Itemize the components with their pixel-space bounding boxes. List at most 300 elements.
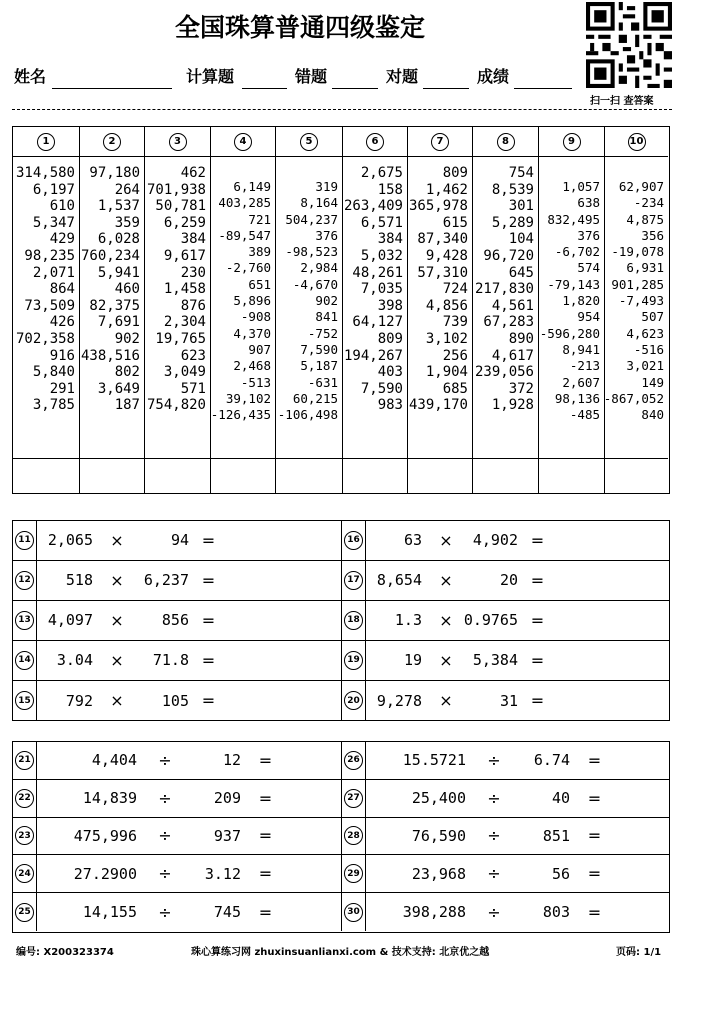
equals-sign: =	[201, 691, 216, 711]
addend-value: 98,136	[554, 390, 600, 406]
addend-value: 62,907	[618, 179, 664, 194]
operand-a: 14,839	[82, 789, 137, 808]
operand-b: 856	[161, 611, 189, 630]
operand-b: 40	[551, 789, 570, 808]
multiplication-row	[13, 561, 669, 601]
equals-sign: =	[201, 570, 216, 590]
operator: ÷	[487, 788, 501, 808]
addend-value: 376	[577, 227, 600, 243]
addend-value: 264	[114, 181, 140, 198]
addend-value: 319	[315, 179, 338, 194]
operand-a: 63	[403, 531, 422, 550]
addend-list	[475, 165, 534, 414]
addend-value: 901,285	[611, 276, 664, 292]
addend-value: 6,931	[626, 260, 664, 276]
addend-value: 291	[49, 380, 75, 397]
addend-value: 3,785	[32, 397, 75, 414]
problem-cell[interactable]	[341, 855, 669, 892]
problem-cell[interactable]	[341, 601, 669, 640]
column-header	[605, 127, 668, 157]
footer-code: 编号: X200323374	[16, 947, 114, 958]
addend-value: 5,032	[360, 247, 403, 264]
addend-list	[344, 165, 403, 414]
equals-sign: =	[530, 610, 545, 630]
info-row	[14, 64, 584, 94]
addend-value: -485	[569, 407, 600, 423]
addend-value: 301	[508, 198, 534, 215]
addend-value: 3,649	[97, 380, 140, 397]
addend-value: 7,691	[97, 314, 140, 331]
addition-column-5	[276, 127, 343, 493]
operand-b: 94	[170, 531, 189, 550]
operand-b: 3.12	[204, 864, 241, 883]
addend-value: -752	[307, 325, 338, 341]
addend-value: 754,820	[146, 397, 206, 414]
multiplication-table	[12, 520, 670, 721]
question-number-badge: 17	[344, 571, 363, 590]
answer-cell[interactable]	[276, 458, 342, 494]
question-number-cell	[13, 893, 37, 931]
addend-value: 384	[180, 231, 206, 248]
answer-cell[interactable]	[145, 458, 210, 494]
name-field[interactable]	[52, 88, 172, 89]
operand-a: 4,097	[47, 611, 93, 630]
addend-value: 2,675	[360, 165, 403, 181]
page-title: 全国珠算普通四级鉴定	[174, 13, 425, 42]
addend-value: 954	[577, 309, 600, 325]
addend-value: 4,370	[233, 325, 271, 341]
operator: ÷	[487, 864, 501, 884]
addend-value: 97,180	[89, 165, 140, 181]
question-number-cell	[13, 601, 37, 640]
calc-label: 计算题	[186, 67, 235, 86]
addend-list	[604, 179, 664, 423]
addend-value: 9,428	[425, 247, 468, 264]
addend-value: 149	[641, 374, 664, 390]
addend-value: 19,765	[155, 330, 206, 347]
operator: ÷	[487, 826, 501, 846]
operand-a: 3.04	[56, 651, 93, 670]
addend-value: 507	[641, 309, 664, 325]
qr-code-icon[interactable]	[586, 2, 672, 88]
problem-cell[interactable]	[13, 681, 341, 721]
addend-value: 724	[442, 281, 468, 298]
addend-value: 645	[508, 264, 534, 281]
problem-cell[interactable]	[341, 780, 669, 817]
answer-cell[interactable]	[343, 458, 407, 494]
operand-b: 745	[213, 903, 241, 922]
question-number-badge: 16	[344, 531, 363, 550]
equals-sign: =	[258, 902, 273, 922]
column-header	[13, 127, 79, 157]
addend-value: 610	[49, 198, 75, 215]
question-number-cell	[342, 818, 366, 855]
addend-value: 2,607	[562, 374, 600, 390]
addend-value: 7,590	[360, 380, 403, 397]
question-number-badge: 7	[431, 133, 449, 151]
question-number-badge: 28	[344, 826, 363, 845]
addend-value: 376	[315, 227, 338, 243]
operator: ÷	[158, 902, 172, 922]
operator: ÷	[158, 826, 172, 846]
addend-value: 907	[248, 341, 271, 357]
right-field[interactable]	[423, 88, 469, 89]
question-number-badge: 15	[15, 691, 34, 710]
addend-value: 4,875	[626, 211, 664, 227]
answer-cell[interactable]	[539, 458, 604, 494]
addend-value: 5,289	[491, 214, 534, 231]
column-header	[80, 127, 144, 157]
addend-value: -106,498	[277, 407, 338, 423]
division-row	[13, 818, 669, 856]
addend-value: 429	[49, 231, 75, 248]
question-number-badge: 6	[366, 133, 384, 151]
question-number-cell	[342, 641, 366, 680]
addend-value: 809	[442, 165, 468, 181]
addition-column-7	[408, 127, 473, 493]
addend-value: -98,523	[285, 244, 338, 260]
addend-value: 187	[114, 397, 140, 414]
operand-b: 12	[222, 751, 241, 770]
addend-value: -513	[240, 374, 271, 390]
addend-value: 504,237	[285, 211, 338, 227]
question-number-badge: 18	[344, 611, 363, 630]
problem-cell[interactable]	[13, 780, 341, 817]
addend-value: 230	[180, 264, 206, 281]
addend-value: 1,537	[97, 198, 140, 215]
problem-cell[interactable]	[341, 641, 669, 680]
addend-list	[211, 179, 271, 423]
addend-list	[540, 179, 600, 423]
operator: ×	[110, 691, 124, 711]
operand-a: 25,400	[411, 789, 466, 808]
question-number-cell	[342, 855, 366, 892]
operand-a: 518	[65, 571, 93, 590]
question-number-cell	[342, 521, 366, 560]
operand-b: 105	[161, 691, 189, 710]
addition-column-3	[145, 127, 211, 493]
addend-value: 685	[442, 380, 468, 397]
operator: ÷	[158, 864, 172, 884]
addend-value: 460	[114, 281, 140, 298]
question-number-badge: 8	[497, 133, 515, 151]
column-header	[408, 127, 472, 157]
addend-value: 438,516	[80, 347, 140, 364]
name-label: 姓名	[14, 67, 47, 86]
operand-b: 803	[542, 903, 570, 922]
equals-sign: =	[258, 826, 273, 846]
problem-cell[interactable]	[341, 742, 669, 779]
problem-cell[interactable]	[341, 521, 669, 560]
addend-value: 832,495	[547, 211, 600, 227]
addend-value: -516	[633, 341, 664, 357]
question-number-badge: 4	[234, 133, 252, 151]
equals-sign: =	[587, 902, 602, 922]
addend-value: -4,670	[292, 276, 338, 292]
equals-sign: =	[530, 570, 545, 590]
addend-value: 389	[248, 244, 271, 260]
addition-column-8	[473, 127, 539, 493]
addend-value: -126,435	[210, 407, 271, 423]
addend-value: 82,375	[89, 297, 140, 314]
operator: ÷	[487, 902, 501, 922]
addend-value: 60,215	[292, 390, 338, 406]
operand-b: 5,384	[472, 651, 518, 670]
problem-cell[interactable]	[13, 561, 341, 600]
addend-value: 841	[315, 309, 338, 325]
addend-value: 263,409	[343, 198, 403, 215]
addend-value: 439,170	[408, 397, 468, 414]
footer	[16, 943, 670, 959]
addend-value: 6,028	[97, 231, 140, 248]
question-number-cell	[13, 780, 37, 817]
addend-value: 158	[377, 181, 403, 198]
addition-column-10	[605, 127, 668, 493]
operand-b: 71.8	[152, 651, 189, 670]
problem-cell[interactable]	[13, 855, 341, 892]
addend-value: 217,830	[474, 281, 534, 298]
question-number-cell	[13, 641, 37, 680]
addend-value: 6,259	[163, 214, 206, 231]
addend-value: 1,904	[425, 364, 468, 381]
question-number-cell	[13, 521, 37, 560]
question-number-cell	[342, 561, 366, 600]
addend-list	[409, 165, 468, 414]
answer-cell[interactable]	[473, 458, 538, 494]
division-row	[13, 893, 669, 931]
addend-value: 64,127	[352, 314, 403, 331]
question-number-badge: 20	[344, 691, 363, 710]
question-number-badge: 12	[15, 571, 34, 590]
addend-value: 864	[49, 281, 75, 298]
answer-cell[interactable]	[605, 458, 668, 494]
operand-b: 31	[499, 691, 518, 710]
question-number-cell	[342, 601, 366, 640]
addend-value: -213	[569, 358, 600, 374]
addend-value: 372	[508, 380, 534, 397]
question-number-cell	[342, 742, 366, 779]
operand-b: 4,902	[472, 531, 518, 550]
addend-value: 6,149	[233, 179, 271, 194]
addend-value: 50,781	[155, 198, 206, 215]
addend-value: 462	[180, 165, 206, 181]
operator: ÷	[158, 750, 172, 770]
addend-value: -631	[307, 374, 338, 390]
operand-a: 15.5721	[402, 751, 466, 770]
addend-value: 6,571	[360, 214, 403, 231]
addend-value: 314,580	[15, 165, 75, 181]
wrong-field[interactable]	[332, 88, 378, 89]
question-number-cell	[342, 681, 366, 721]
operator: ×	[439, 650, 453, 670]
question-number-badge: 26	[344, 751, 363, 770]
addend-value: 67,283	[483, 314, 534, 331]
equals-sign: =	[530, 530, 545, 550]
question-number-badge: 24	[15, 864, 34, 883]
question-number-cell	[342, 893, 366, 931]
problem-cell[interactable]	[13, 601, 341, 640]
addend-value: 754	[508, 165, 534, 181]
addition-column-4	[211, 127, 276, 493]
addend-value: 8,164	[300, 195, 338, 211]
addend-value: -19,078	[611, 244, 664, 260]
problem-cell[interactable]	[13, 893, 341, 931]
problem-cell[interactable]	[13, 818, 341, 855]
operator: ×	[439, 691, 453, 711]
equals-sign: =	[587, 826, 602, 846]
operator: ×	[439, 530, 453, 550]
addend-value: 5,347	[32, 214, 75, 231]
addend-value: 574	[577, 260, 600, 276]
addend-value: 39,102	[225, 390, 271, 406]
column-header	[276, 127, 342, 157]
operator: ÷	[487, 750, 501, 770]
addend-value: -7,493	[618, 293, 664, 309]
question-number-badge: 22	[15, 789, 34, 808]
addend-value: 615	[442, 214, 468, 231]
question-number-badge: 3	[169, 133, 187, 151]
question-number-cell	[13, 742, 37, 779]
addend-value: 5,187	[300, 358, 338, 374]
addend-value: 8,941	[562, 341, 600, 357]
question-number-badge: 25	[15, 903, 34, 922]
question-number-badge: 9	[563, 133, 581, 151]
addend-value: 6,197	[32, 181, 75, 198]
addend-value: -596,280	[539, 325, 600, 341]
addend-value: 890	[508, 330, 534, 347]
footer-page: 页码: 1/1	[616, 947, 662, 958]
addend-value: -89,547	[218, 227, 271, 243]
addend-value: 96,720	[483, 247, 534, 264]
calc-field[interactable]	[242, 88, 287, 89]
right-label: 对题	[386, 67, 419, 86]
addend-list	[147, 165, 206, 414]
answer-cell[interactable]	[408, 458, 472, 494]
addend-value: 5,896	[233, 293, 271, 309]
score-field[interactable]	[514, 88, 572, 89]
addend-value: 403	[377, 364, 403, 381]
operand-a: 9,278	[376, 691, 422, 710]
question-number-cell	[13, 855, 37, 892]
addend-value: 57,310	[417, 264, 468, 281]
operand-b: 20	[499, 571, 518, 590]
question-number-badge: 5	[300, 133, 318, 151]
question-number-cell	[13, 681, 37, 721]
addend-value: 7,590	[300, 341, 338, 357]
problem-cell[interactable]	[13, 742, 341, 779]
score-label: 成绩	[477, 67, 510, 86]
operator: ×	[439, 570, 453, 590]
operand-a: 1.3	[394, 611, 422, 630]
addend-value: 48,261	[352, 264, 403, 281]
addend-value: 902	[315, 293, 338, 309]
addend-list	[16, 165, 75, 414]
addend-value: 840	[641, 407, 664, 423]
addend-value: 4,561	[491, 297, 534, 314]
problem-cell[interactable]	[13, 521, 341, 560]
question-number-cell	[13, 818, 37, 855]
division-row	[13, 780, 669, 818]
equals-sign: =	[258, 750, 273, 770]
question-number-badge: 14	[15, 651, 34, 670]
addend-value: -2,760	[225, 260, 271, 276]
addend-value: 623	[180, 347, 206, 364]
addend-value: 398	[377, 297, 403, 314]
addition-column-6	[343, 127, 408, 493]
operator: ×	[110, 530, 124, 550]
operand-b: 851	[542, 826, 570, 845]
problem-cell[interactable]	[341, 893, 669, 931]
problem-cell[interactable]	[13, 641, 341, 680]
addend-value: 9,617	[163, 247, 206, 264]
problem-cell[interactable]	[341, 561, 669, 600]
operator: ×	[110, 610, 124, 630]
addend-value: 2,984	[300, 260, 338, 276]
question-number-badge: 29	[344, 864, 363, 883]
addition-table	[12, 126, 670, 494]
operand-a: 792	[65, 691, 93, 710]
addend-value: 4,856	[425, 297, 468, 314]
addend-value: 7,035	[360, 281, 403, 298]
qr-caption: 扫一扫 查答案	[590, 96, 654, 107]
division-row	[13, 855, 669, 893]
addend-value: 359	[114, 214, 140, 231]
addend-value: 3,102	[425, 330, 468, 347]
addend-value: -867,052	[603, 390, 664, 406]
addend-value: 721	[248, 211, 271, 227]
problem-cell[interactable]	[341, 818, 669, 855]
equals-sign: =	[530, 650, 545, 670]
addend-value: 802	[114, 364, 140, 381]
answer-cell[interactable]	[13, 458, 79, 494]
multiplication-row	[13, 521, 669, 561]
addend-value: 651	[248, 276, 271, 292]
equals-sign: =	[258, 788, 273, 808]
operand-b: 0.9765	[463, 611, 518, 630]
operand-a: 475,996	[73, 826, 137, 845]
addend-value: 1,928	[491, 397, 534, 414]
addend-value: 384	[377, 231, 403, 248]
question-number-badge: 23	[15, 826, 34, 845]
operand-b: 209	[213, 789, 241, 808]
addend-value: 2,304	[163, 314, 206, 331]
operator: ×	[439, 610, 453, 630]
question-number-cell	[342, 780, 366, 817]
addend-value: 760,234	[80, 247, 140, 264]
addend-value: 902	[114, 330, 140, 347]
equals-sign: =	[587, 750, 602, 770]
addend-value: 365,978	[408, 198, 468, 215]
operand-a: 19	[403, 651, 422, 670]
question-number-badge: 1	[37, 133, 55, 151]
answer-cell[interactable]	[211, 458, 275, 494]
question-number-badge: 19	[344, 651, 363, 670]
operator: ÷	[158, 788, 172, 808]
multiplication-row	[13, 601, 669, 641]
addend-value: -6,702	[554, 244, 600, 260]
addend-value: 8,539	[491, 181, 534, 198]
footer-site[interactable]: 珠心算练习网 zhuxinsuanlianxi.com & 技术支持: 北京优之越	[191, 947, 490, 958]
cut-line	[12, 109, 672, 110]
addend-list	[278, 179, 338, 423]
answer-cell[interactable]	[80, 458, 144, 494]
addend-value: 2,071	[32, 264, 75, 281]
addend-value: 739	[442, 314, 468, 331]
addition-column-2	[80, 127, 145, 493]
problem-cell[interactable]	[341, 681, 669, 721]
operand-a: 27.2900	[73, 864, 137, 883]
addend-value: 256	[442, 347, 468, 364]
